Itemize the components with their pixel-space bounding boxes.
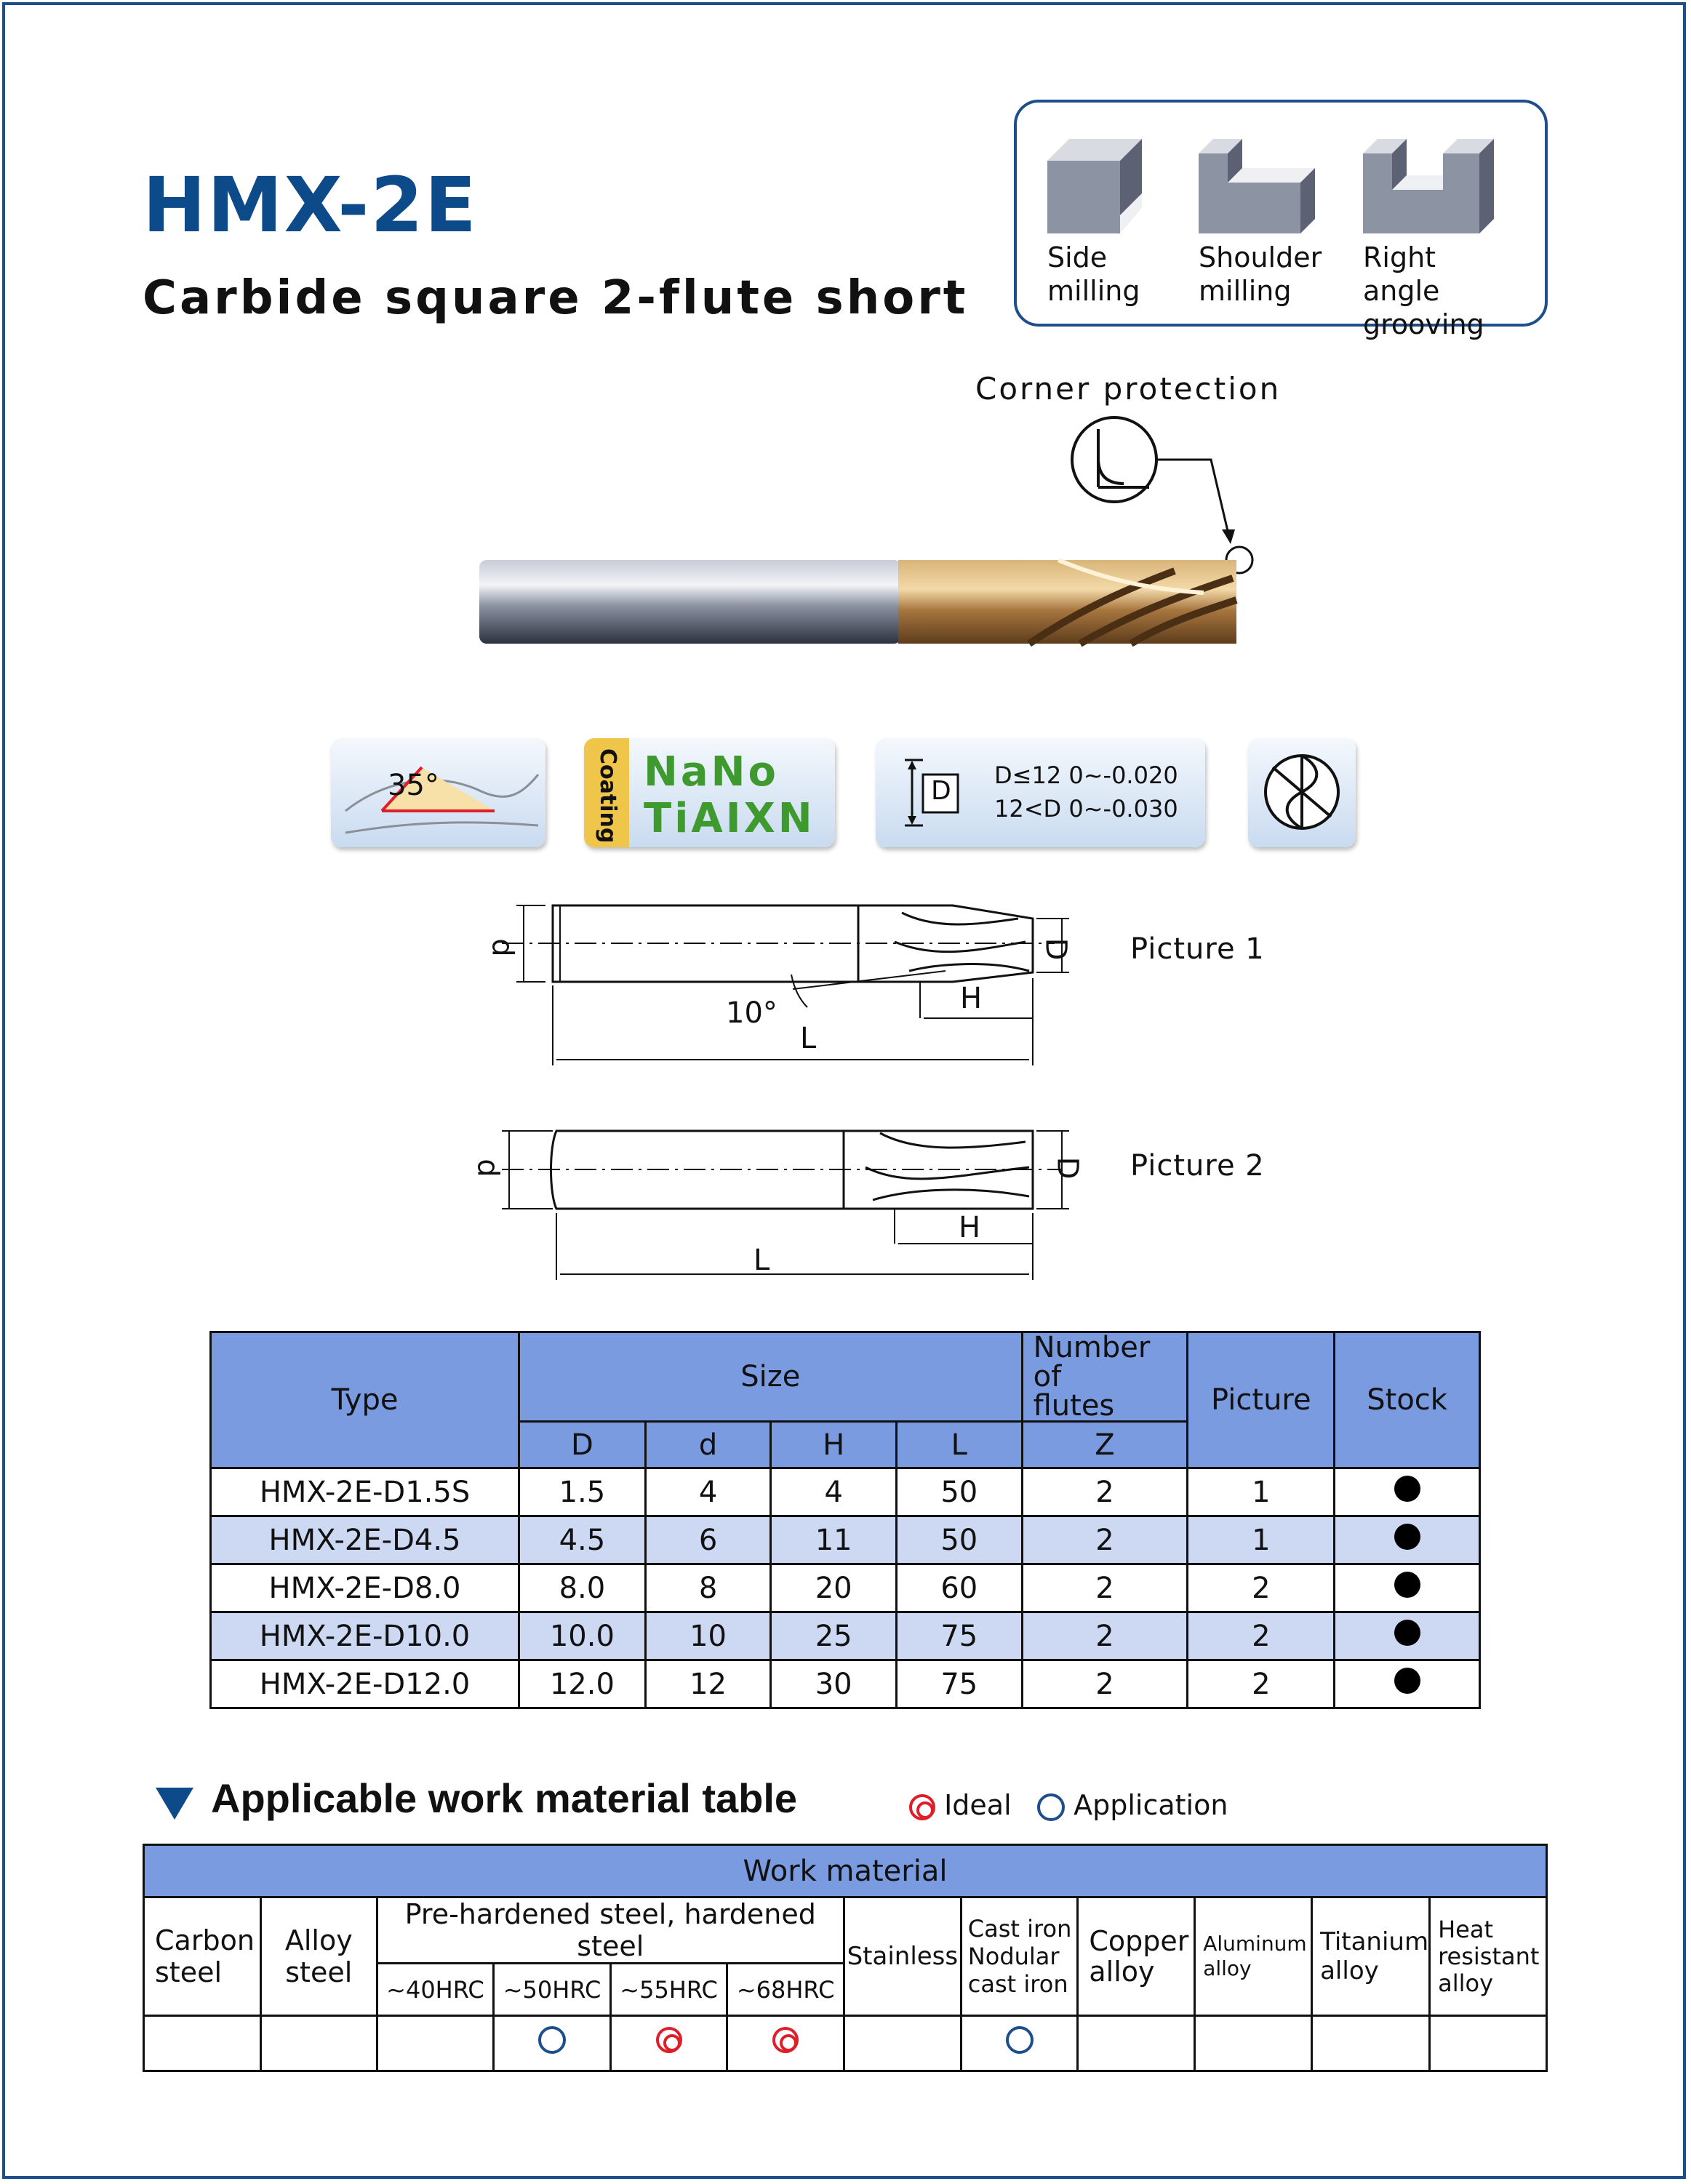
col-hrc40: ~40HRC	[377, 1964, 494, 2016]
operation-label-line2: milling	[1047, 275, 1140, 307]
application-ring-icon	[1037, 1793, 1065, 1821]
dimension-H-label: H	[959, 1211, 981, 1244]
dimension-d-label: d	[485, 938, 519, 957]
two-flute-cross-section-icon	[1261, 751, 1343, 833]
picture-2-label: Picture 2	[1130, 1149, 1265, 1183]
col-header-D: D	[519, 1422, 646, 1468]
flute-section-badge	[1248, 738, 1356, 847]
rating-hrc40	[377, 2016, 494, 2071]
in-stock-dot-icon	[1394, 1476, 1420, 1502]
tolerance-badge	[876, 738, 1205, 847]
coating-name-line1: NaNo	[644, 748, 779, 796]
rating-hrc68	[727, 2016, 844, 2071]
col-header-type: Type	[211, 1332, 519, 1468]
col-stainless: Stainless	[844, 1897, 961, 2016]
col-header-L: L	[896, 1422, 1022, 1468]
rating-copper	[1078, 2016, 1195, 2071]
material-section-title: Applicable work material table	[211, 1775, 798, 1821]
col-heat-resistant-alloy: Heat resistant alloy	[1430, 1897, 1547, 2016]
operation-label-line1: Right angle	[1363, 241, 1440, 307]
col-titanium-alloy: Titanium alloy	[1312, 1897, 1430, 2016]
dimension-d-label: d	[471, 1159, 505, 1177]
end-mill-product-image	[476, 549, 1255, 651]
legend-application: Application	[1037, 1789, 1228, 1821]
section-triangle-icon	[156, 1788, 193, 1820]
col-header-stock: Stock	[1335, 1332, 1480, 1468]
ideal-ring-icon	[772, 2027, 799, 2053]
rating-aluminum	[1195, 2016, 1312, 2071]
col-header-Z: Z	[1022, 1422, 1188, 1468]
shoulder-milling-icon	[1199, 139, 1315, 233]
rating-row	[144, 2016, 1547, 2071]
table-row: HMX-2E-D1.5S 1.5 4 4 50 2 1	[211, 1468, 1480, 1516]
operation-label-line1: Shoulder	[1199, 241, 1322, 273]
legend-ideal: Ideal	[909, 1789, 1012, 1821]
table-row: HMX-2E-D4.5 4.5 6 11 50 2 1	[211, 1516, 1480, 1564]
coating-name-line2: TiAIXN	[644, 795, 815, 842]
operation-side-milling	[1047, 139, 1200, 308]
tolerance-line1: D≤12 0~-0.020	[994, 761, 1178, 789]
technical-drawing-picture-2	[487, 1120, 1098, 1287]
col-aluminum-alloy: Aluminum alloy	[1195, 1897, 1312, 2016]
col-copper-alloy: Copper alloy	[1078, 1897, 1195, 2016]
rating-alloy-steel	[260, 2016, 377, 2071]
col-header-H: H	[771, 1422, 897, 1468]
angle-label: 10°	[726, 996, 777, 1030]
col-header-picture: Picture	[1188, 1332, 1335, 1468]
tolerance-line2: 12<D 0~-0.030	[994, 795, 1178, 823]
rating-hrc50	[494, 2016, 611, 2071]
col-hrc50: ~50HRC	[494, 1964, 611, 2016]
dimension-D-label: D	[1039, 937, 1073, 961]
ideal-ring-icon	[909, 1794, 935, 1820]
operation-label-line1: Side	[1047, 241, 1108, 273]
picture-1-label: Picture 1	[1130, 932, 1265, 966]
rating-cast-iron	[961, 2016, 1078, 2071]
helix-angle-value: 35°	[388, 769, 439, 802]
product-subtitle: Carbide square 2-flute short	[143, 271, 969, 325]
operation-label-line2: milling	[1199, 275, 1292, 307]
rating-titanium	[1312, 2016, 1430, 2071]
technical-drawing-picture-1	[487, 891, 1098, 1073]
spec-table	[209, 1331, 1481, 1709]
operations-box	[1014, 100, 1548, 340]
helix-angle-badge	[331, 738, 545, 847]
col-header-size: Size	[519, 1332, 1023, 1422]
application-ring-icon	[1006, 2026, 1034, 2054]
col-header-flutes: Number of flutes	[1022, 1332, 1188, 1422]
right-angle-grooving-icon	[1363, 139, 1494, 233]
rating-carbon-steel	[144, 2016, 261, 2071]
dimension-H-label: H	[960, 982, 983, 1015]
col-carbon-steel: Carbon steel	[144, 1897, 261, 2016]
coating-label: Coating	[595, 748, 620, 844]
work-material-table	[143, 1844, 1548, 2072]
coating-badge	[584, 738, 835, 847]
col-hrc68: ~68HRC	[727, 1964, 844, 2016]
in-stock-dot-icon	[1394, 1620, 1420, 1646]
col-header-d: d	[645, 1422, 771, 1468]
col-cast-iron: Cast iron Nodular cast iron	[961, 1897, 1078, 2016]
dimension-L-label: L	[753, 1244, 770, 1277]
in-stock-dot-icon	[1394, 1668, 1420, 1694]
rating-hrc55	[610, 2016, 727, 2071]
tolerance-symbol: D	[931, 776, 951, 806]
corner-protection-label: Corner protection	[975, 371, 1282, 407]
col-alloy-steel: Alloy steel	[260, 1897, 377, 2016]
table-row: HMX-2E-D8.0 8.0 8 20 60 2 2	[211, 1564, 1480, 1612]
operation-shoulder-milling	[1199, 139, 1351, 308]
rating-heat-resistant	[1430, 2016, 1547, 2071]
col-hardened-steel: Pre-hardened steel, hardened steel	[377, 1897, 844, 1964]
table-row: HMX-2E-D10.0 10.0 10 25 75 2 2	[211, 1612, 1480, 1660]
work-material-header: Work material	[144, 1845, 1547, 1897]
in-stock-dot-icon	[1394, 1572, 1420, 1598]
operation-right-angle-grooving	[1363, 139, 1516, 341]
ideal-ring-icon	[656, 2027, 682, 2053]
in-stock-dot-icon	[1394, 1524, 1420, 1550]
application-ring-icon	[538, 2026, 566, 2054]
dimension-D-label: D	[1050, 1156, 1084, 1180]
product-title: HMX-2E	[143, 161, 478, 249]
col-hrc55: ~55HRC	[610, 1964, 727, 2016]
table-row: HMX-2E-D12.0 12.0 12 30 75 2 2	[211, 1660, 1480, 1708]
operation-label-line2: grooving	[1363, 308, 1484, 340]
rating-stainless	[844, 2016, 961, 2071]
dimension-L-label: L	[800, 1022, 817, 1055]
side-milling-icon	[1047, 139, 1142, 233]
